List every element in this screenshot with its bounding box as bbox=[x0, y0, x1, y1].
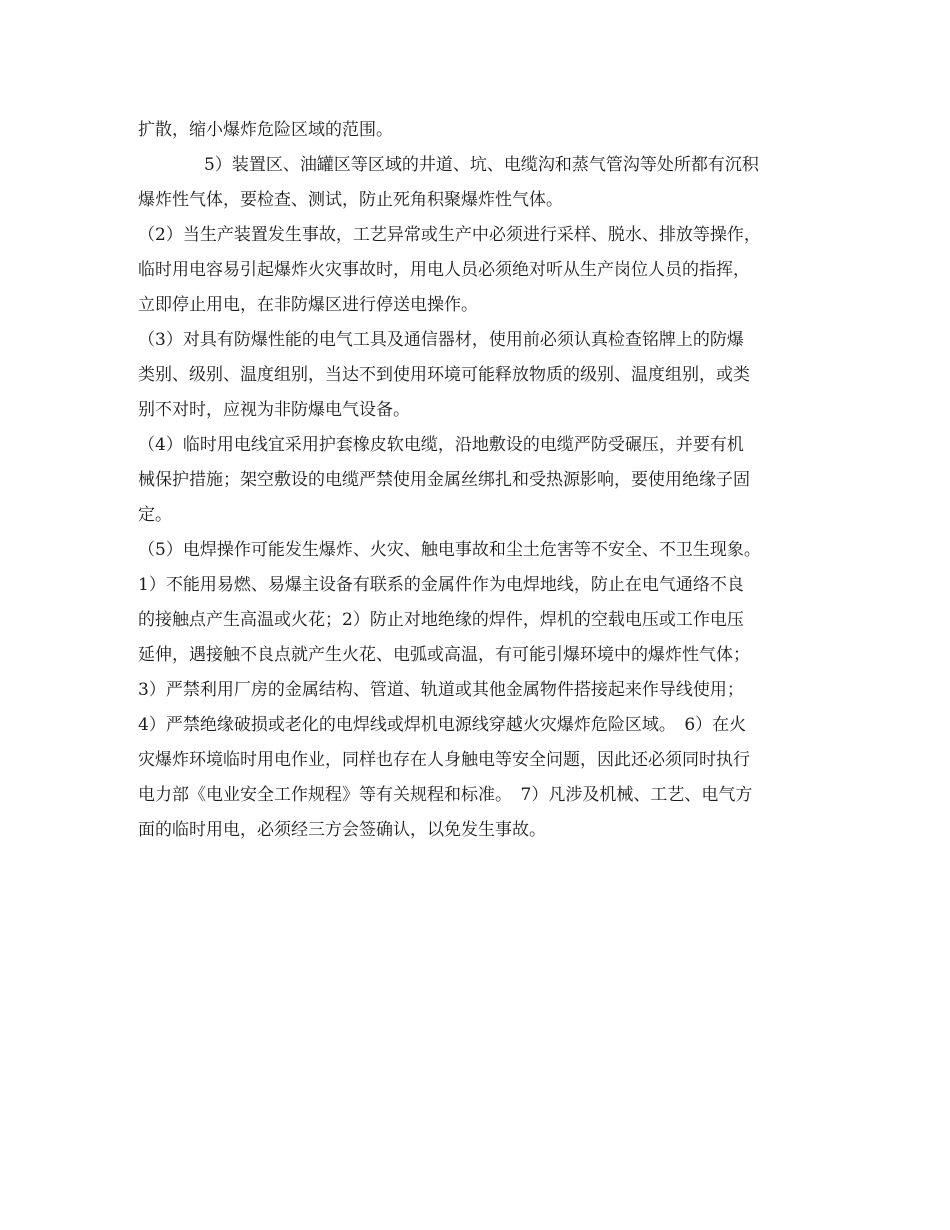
text-line: 立即停止用电，在非防爆区进行停送电操作。 bbox=[138, 295, 478, 315]
text-line: （2）当生产装置发生事故，工艺异常或生产中必须进行采样、脱水、排放等操作， bbox=[138, 225, 761, 245]
text-line: 械保护措施；架空敷设的电缆严禁使用金属丝绑扎和受热源影响，要使用绝缘子固 bbox=[138, 470, 750, 490]
text-line: （4）临时用电线宜采用护套橡皮软电缆，沿地敷设的电缆严防受碾压，并要有机 bbox=[138, 435, 744, 455]
text-line: （5）电焊操作可能发生爆炸、火灾、触电事故和尘土危害等不安全、不卫生现象。 bbox=[138, 540, 761, 560]
text-line: 5）装置区、油罐区等区域的井道、坑、电缆沟和蒸气管沟等处所都有沉积 bbox=[204, 155, 759, 175]
text-line: 面的临时用电，必须经三方会签确认，以免发生事故。 bbox=[138, 820, 546, 840]
text-line: 3）严禁利用厂房的金属结构、管道、轨道或其他金属物件搭接起来作导线使用； bbox=[138, 680, 744, 700]
body-text bbox=[138, 113, 828, 848]
text-line: 扩散，缩小爆炸危险区域的范围。 bbox=[138, 120, 393, 140]
text-line: （3）对具有防爆性能的电气工具及通信器材，使用前必须认真检查铭牌上的防爆 bbox=[138, 330, 744, 350]
text-line: 1）不能用易燃、易爆主设备有联系的金属件作为电焊地线，防止在电气通络不良 bbox=[138, 575, 744, 595]
text-line: 类别、级别、温度组别，当达不到使用环境可能释放物质的级别、温度组别，或类 bbox=[138, 365, 750, 385]
text-line: 定。 bbox=[138, 505, 172, 525]
text-line: 延伸，遇接触不良点就产生火花、电弧或高温，有可能引爆环境中的爆炸性气体； bbox=[138, 645, 750, 665]
text-line: 临时用电容易引起爆炸火灾事故时，用电人员必须绝对听从生产岗位人员的指挥， bbox=[138, 260, 750, 280]
text-line: 的接触点产生高温或火花；2）防止对地绝缘的焊件，焊机的空载电压或工作电压 bbox=[138, 610, 744, 630]
text-line: 别不对时，应视为非防爆电气设备。 bbox=[138, 400, 410, 420]
text-line: 4）严禁绝缘破损或老化的电焊线或焊机电源线穿越火灾爆炸危险区域。 6）在火 bbox=[138, 715, 747, 735]
text-line: 电力部《电业安全工作规程》等有关规程和标准。 7）凡涉及机械、工艺、电气方 bbox=[138, 785, 753, 805]
text-line: 爆炸性气体，要检查、测试，防止死角积聚爆炸性气体。 bbox=[138, 190, 563, 210]
text-line: 灾爆炸环境临时用电作业，同样也存在人身触电等安全问题，因此还必须同时执行 bbox=[138, 750, 750, 770]
